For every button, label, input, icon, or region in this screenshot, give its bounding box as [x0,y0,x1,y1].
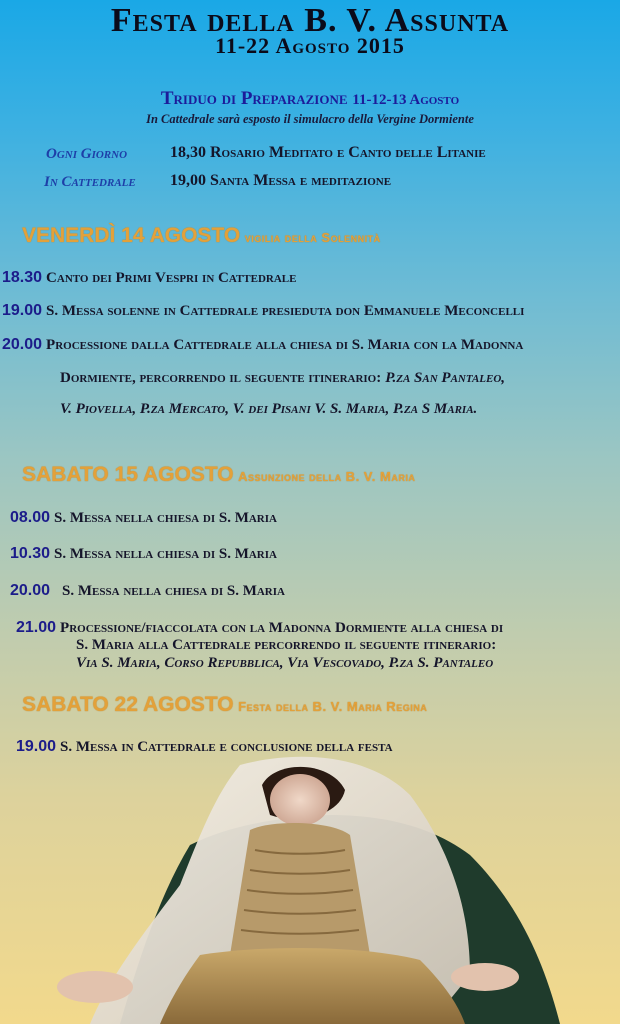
day14-title: VENERDÌ 14 AGOSTO [22,224,241,247]
item-time: 20.00 [2,336,43,353]
triduo-label-daily: Ogni Giorno [46,146,128,162]
triduo-text-cathedral: 19,00 Santa Messa e meditazione [170,172,392,189]
day22-subtitle: Festa della B. V. Maria Regina [238,699,428,714]
triduo-text-daily: 18,30 Rosario Meditato e Canto delle Litanie [170,144,486,161]
day22-heading [22,693,427,717]
item-time: 21.00 [16,619,57,636]
day14-item-1 [2,269,296,287]
madonna-dormiente-statue-image [0,755,620,1024]
day15-item-2 [10,545,277,563]
item-time: 10.30 [10,545,51,562]
day15-title: SABATO 15 AGOSTO [22,463,234,486]
item-time: 18.30 [2,269,43,286]
day22-item-1 [16,738,393,756]
day15-item-4 [16,619,503,637]
triduo-label-cathedral: In Cattedrale [44,174,136,190]
continuation-itinerary: P.za San Pantaleo, [385,370,506,386]
item-text: Processione dalla Cattedrale alla chiesa di S. Maria con la Madonna [46,337,524,353]
triduo-title-dates: 11-12-13 Agosto [352,92,460,108]
day15-continuation-1: S. Maria alla Cattedrale percorrendo il seguente itinerario: [76,637,497,653]
day15-heading [22,463,415,487]
triduo-heading [0,88,620,110]
day14-heading [22,224,381,248]
item-time: 08.00 [10,509,51,526]
item-text: S. Messa nella chiesa di S. Maria [54,510,277,526]
item-text: S. Messa solenne in Cattedrale presieduta don Emmanuele Meconcelli [46,303,525,319]
day15-subtitle: Assunzione della B. V. Maria [238,469,416,484]
item-time: 20.00 [10,582,51,599]
day14-item-3 [2,336,523,354]
day15-item-3 [10,582,285,600]
poster-dates: 11-22 Agosto 2015 [215,33,405,58]
triduo-subtitle: In Cattedrale sarà esposto il simulacro della Vergine Dormiente [146,112,474,126]
day14-continuation-2: V. Piovella, P.za Mercato, V. dei Pisani V. S. Maria, P.za S Maria. [60,401,478,417]
day14-continuation-1 [60,369,505,387]
item-text: S. Messa nella chiesa di S. Maria [54,546,277,562]
day14-subtitle: vigilia della Solennità [244,230,381,245]
item-text: Processione/fiaccolata con la Madonna Dormiente alla chiesa di [60,620,504,636]
day15-item-1 [10,509,277,527]
item-text: S. Messa nella chiesa di S. Maria [62,583,285,599]
item-text: S. Messa in Cattedrale e conclusione della festa [60,739,393,755]
item-text: Canto dei Primi Vespri in Cattedrale [46,270,297,286]
item-time: 19.00 [16,738,57,755]
day15-continuation-2: Via S. Maria, Corso Repubblica, Via Vescovado, P.za S. Pantaleo [76,655,494,671]
item-time: 19.00 [2,302,43,319]
day14-item-2 [2,302,524,320]
poster-title: Festa della B. V. Assunta [110,2,510,39]
day22-title: SABATO 22 AGOSTO [22,693,234,716]
triduo-title: Triduo di Preparazione [160,88,348,109]
continuation-text: Dormiente, percorrendo il seguente itinerario: [60,370,382,386]
